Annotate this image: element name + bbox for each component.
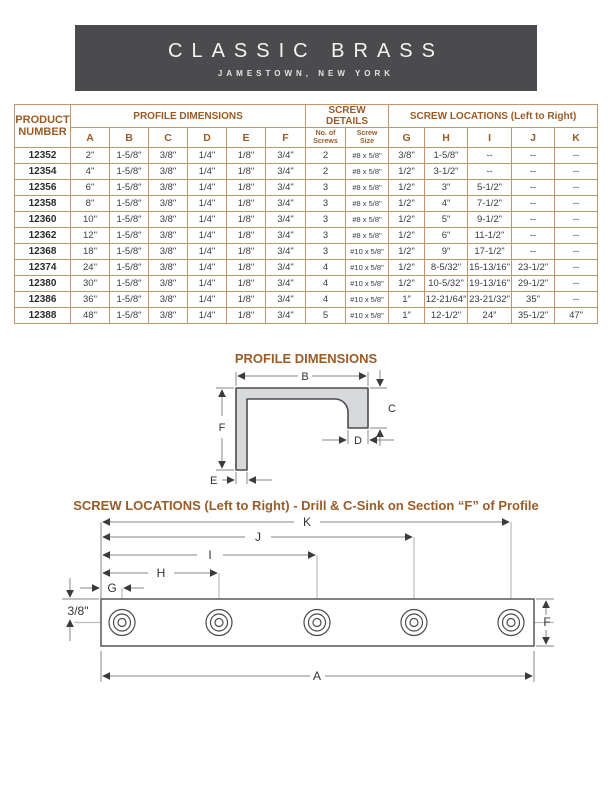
cell-value: 1-5/8"	[110, 148, 149, 164]
size-header-line1: Screw	[356, 130, 378, 137]
cell-value: #8 x 5/8"	[346, 164, 389, 180]
cell-value: 12"	[71, 228, 110, 244]
locations-section-title: SCREW LOCATIONS (Left to Right) - Drill & C-Sink on Section “F” of Profile	[73, 498, 539, 513]
cell-product-number: 12386	[15, 292, 71, 308]
spec-table	[14, 104, 598, 324]
cell-value: 1-5/8"	[110, 276, 149, 292]
profile-dimensions-diagram	[206, 366, 406, 491]
cell-value: 48"	[71, 308, 110, 324]
cell-value: 36"	[71, 292, 110, 308]
cell-value: 3/8"	[149, 292, 188, 308]
cell-value: 8"	[71, 196, 110, 212]
size-header-line2: Size	[360, 137, 375, 145]
cell-value: 24"	[71, 260, 110, 276]
dim-label-e: E	[210, 475, 218, 487]
cell-value: 4	[306, 276, 346, 292]
col-header-e: E	[227, 128, 266, 148]
cell-value: --	[555, 148, 598, 164]
cell-value: 1/8"	[227, 180, 266, 196]
cell-value: #8 x 5/8"	[346, 148, 389, 164]
dim-label-k: K	[302, 515, 312, 529]
cell-value: 3	[306, 196, 346, 212]
cell-value: 3/4"	[266, 196, 306, 212]
cell-value: 1/4"	[188, 196, 227, 212]
table-row	[15, 196, 598, 212]
cell-value: 1/8"	[227, 276, 266, 292]
cell-value: #10 x 5/8"	[346, 244, 389, 260]
cell-value: 3/4"	[266, 276, 306, 292]
col-header-c: C	[149, 128, 188, 148]
cell-value: 6"	[425, 228, 468, 244]
cell-value: 1/8"	[227, 292, 266, 308]
product-header-line2: NUMBER	[18, 126, 67, 138]
cell-value: 1"	[389, 292, 425, 308]
cell-value: 3	[306, 244, 346, 260]
cell-value: 1-5/8"	[110, 292, 149, 308]
screws-header-line1: No. of	[315, 130, 336, 137]
cell-value: 5	[306, 308, 346, 324]
screw-locations-diagram	[56, 514, 556, 704]
cell-value: 3/4"	[266, 164, 306, 180]
cell-value: #8 x 5/8"	[346, 212, 389, 228]
cell-product-number: 12374	[15, 260, 71, 276]
cell-value: --	[555, 228, 598, 244]
cell-value: 1/2"	[389, 228, 425, 244]
cell-value: 15-13/16"	[468, 260, 512, 276]
table-row	[15, 228, 598, 244]
cell-value: 3/8"	[389, 148, 425, 164]
table-row	[15, 260, 598, 276]
cell-value: 8-5/32"	[425, 260, 468, 276]
cell-value: --	[512, 228, 555, 244]
cell-product-number: 12380	[15, 276, 71, 292]
cell-value: 1/4"	[188, 180, 227, 196]
cell-value: 3-1/2"	[425, 164, 468, 180]
cell-value: 24"	[468, 308, 512, 324]
cell-value: 3/4"	[266, 244, 306, 260]
dim-label-f: F	[218, 422, 226, 434]
col-header-g: G	[389, 128, 425, 148]
cell-value: 2	[306, 164, 346, 180]
cell-value: 9"	[425, 244, 468, 260]
cell-value: #8 x 5/8"	[346, 196, 389, 212]
cell-value: --	[555, 276, 598, 292]
table-row	[15, 292, 598, 308]
cell-value: 18"	[71, 244, 110, 260]
table-row	[15, 180, 598, 196]
cell-value: 1/4"	[188, 212, 227, 228]
cell-value: 1/2"	[389, 260, 425, 276]
cell-value: --	[512, 148, 555, 164]
cell-product-number: 12388	[15, 308, 71, 324]
cell-value: 1-5/8"	[110, 164, 149, 180]
cell-value: 1/4"	[188, 228, 227, 244]
cell-value: 11-1/2"	[468, 228, 512, 244]
cell-value: 2"	[71, 148, 110, 164]
cell-value: --	[468, 164, 512, 180]
cell-value: 3/8"	[149, 228, 188, 244]
cell-value: 4	[306, 260, 346, 276]
cell-value: 6"	[71, 180, 110, 196]
cell-value: 3"	[425, 180, 468, 196]
cell-value: 3/4"	[266, 260, 306, 276]
cell-value: 1/8"	[227, 196, 266, 212]
cell-value: 1/2"	[389, 180, 425, 196]
cell-value: 7-1/2"	[468, 196, 512, 212]
cell-value: 3/8"	[149, 260, 188, 276]
dim-label-offset: 3/8"	[67, 604, 89, 618]
cell-value: 1/4"	[188, 244, 227, 260]
dim-label-h: H	[156, 566, 166, 580]
col-header-a: A	[71, 128, 110, 148]
brand-name: CLASSIC BRASS	[168, 40, 444, 62]
col-header-screw-size	[346, 128, 389, 148]
table-body	[15, 148, 598, 324]
cell-value: 23-21/32"	[468, 292, 512, 308]
cell-value: #8 x 5/8"	[346, 180, 389, 196]
col-header-h: H	[425, 128, 468, 148]
cell-value: 3	[306, 180, 346, 196]
cell-value: #10 x 5/8"	[346, 292, 389, 308]
cell-value: 19-13/16"	[468, 276, 512, 292]
cell-value: 1/4"	[188, 308, 227, 324]
cell-value: 1-5/8"	[110, 196, 149, 212]
cell-product-number: 12352	[15, 148, 71, 164]
cell-value: 3/8"	[149, 212, 188, 228]
cell-value: --	[555, 244, 598, 260]
dim-label-i: I	[208, 548, 212, 562]
cell-value: 1-5/8"	[110, 244, 149, 260]
cell-value: 23-1/2"	[512, 260, 555, 276]
cell-value: 5"	[425, 212, 468, 228]
cell-value: 1-5/8"	[110, 260, 149, 276]
cell-value: 1/8"	[227, 244, 266, 260]
cell-value: 3	[306, 212, 346, 228]
cell-value: 10"	[71, 212, 110, 228]
dim-label-d: D	[354, 435, 362, 447]
cell-product-number: 12358	[15, 196, 71, 212]
cell-value: #10 x 5/8"	[346, 276, 389, 292]
cell-value: 3/8"	[149, 196, 188, 212]
dim-label-j: J	[255, 530, 261, 544]
dim-label-b: B	[301, 371, 309, 383]
table-row	[15, 276, 598, 292]
cell-value: #8 x 5/8"	[346, 228, 389, 244]
table-header-row-columns	[15, 128, 598, 148]
screws-header-line2: Screws	[313, 137, 338, 145]
cell-value: 3/4"	[266, 292, 306, 308]
col-header-f: F	[266, 128, 306, 148]
col-header-i: I	[468, 128, 512, 148]
col-header-k: K	[555, 128, 598, 148]
cell-value: 1/8"	[227, 148, 266, 164]
cell-value: 3/4"	[266, 148, 306, 164]
cell-value: --	[512, 180, 555, 196]
cell-value: 1/4"	[188, 148, 227, 164]
cell-value: 1/8"	[227, 228, 266, 244]
cell-value: 3/8"	[149, 244, 188, 260]
cell-value: --	[512, 164, 555, 180]
cell-value: 12-21/64"	[425, 292, 468, 308]
cell-value: 1/8"	[227, 260, 266, 276]
cell-value: 3/8"	[149, 148, 188, 164]
table-row	[15, 164, 598, 180]
col-header-no-of-screws	[306, 128, 346, 148]
col-header-b: B	[110, 128, 149, 148]
cell-value: 1/4"	[188, 276, 227, 292]
cell-value: 3/4"	[266, 228, 306, 244]
cell-product-number: 12360	[15, 212, 71, 228]
cell-value: 1-5/8"	[110, 180, 149, 196]
cell-value: 47"	[555, 308, 598, 324]
cell-product-number: 12368	[15, 244, 71, 260]
dim-label-a: A	[312, 669, 322, 683]
cell-value: 1/4"	[188, 292, 227, 308]
cell-value: 1/4"	[188, 164, 227, 180]
cell-value: 1/4"	[188, 260, 227, 276]
cell-value: 2	[306, 148, 346, 164]
cell-value: 12-1/2"	[425, 308, 468, 324]
spec-table-section	[14, 104, 598, 324]
cell-value: 4	[306, 292, 346, 308]
cell-value: 5-1/2"	[468, 180, 512, 196]
cell-value: #10 x 5/8"	[346, 308, 389, 324]
product-header-line1: PRODUCT	[15, 114, 70, 126]
col-header-product-number	[15, 105, 71, 148]
cell-value: --	[555, 196, 598, 212]
cell-value: 30"	[71, 276, 110, 292]
group-header-profile-dimensions: PROFILE DIMENSIONS	[71, 105, 306, 128]
cell-value: --	[555, 164, 598, 180]
cell-value: 3/8"	[149, 180, 188, 196]
cell-value: 1/8"	[227, 164, 266, 180]
cell-value: --	[468, 148, 512, 164]
dim-label-g: G	[107, 581, 117, 595]
cell-value: 1/8"	[227, 212, 266, 228]
cell-value: 3/4"	[266, 308, 306, 324]
cell-value: 1/8"	[227, 308, 266, 324]
cell-value: 3	[306, 228, 346, 244]
cell-product-number: 12354	[15, 164, 71, 180]
cell-value: --	[512, 196, 555, 212]
cell-value: 29-1/2"	[512, 276, 555, 292]
table-row	[15, 244, 598, 260]
group-header-screw-details: SCREW DETAILS	[306, 105, 389, 128]
cell-value: 35"	[512, 292, 555, 308]
profile-section-title: PROFILE DIMENSIONS	[234, 351, 378, 366]
cell-value: 1"	[389, 308, 425, 324]
cell-value: 3/8"	[149, 276, 188, 292]
cell-value: 1/2"	[389, 164, 425, 180]
dim-label-f: F	[543, 615, 551, 629]
brand-location: JAMESTOWN, NEW YORK	[217, 69, 395, 78]
bar-outline	[101, 599, 534, 646]
group-header-screw-locations: SCREW LOCATIONS (Left to Right)	[389, 105, 598, 128]
cell-value: --	[555, 260, 598, 276]
table-row	[15, 212, 598, 228]
cell-product-number: 12356	[15, 180, 71, 196]
cell-value: --	[555, 180, 598, 196]
cell-value: --	[512, 244, 555, 260]
cell-value: #10 x 5/8"	[346, 260, 389, 276]
cell-value: 17-1/2"	[468, 244, 512, 260]
cell-value: --	[555, 292, 598, 308]
table-row	[15, 148, 598, 164]
cell-value: 1/2"	[389, 244, 425, 260]
cell-value: 1-5/8"	[110, 228, 149, 244]
cell-value: 3/4"	[266, 180, 306, 196]
cell-value: 3/8"	[149, 164, 188, 180]
table-row	[15, 308, 598, 324]
col-header-d: D	[188, 128, 227, 148]
cell-value: 4"	[425, 196, 468, 212]
cell-value: 10-5/32"	[425, 276, 468, 292]
cell-value: --	[555, 212, 598, 228]
cell-value: 3/8"	[149, 308, 188, 324]
col-header-j: J	[512, 128, 555, 148]
cell-value: 1-5/8"	[110, 212, 149, 228]
dim-label-c: C	[388, 403, 396, 415]
cell-value: --	[512, 212, 555, 228]
cell-value: 1/2"	[389, 276, 425, 292]
cell-value: 1-5/8"	[110, 308, 149, 324]
brand-header	[75, 25, 537, 91]
cell-value: 3/4"	[266, 212, 306, 228]
cell-value: 4"	[71, 164, 110, 180]
cell-value: 35-1/2"	[512, 308, 555, 324]
cell-value: 1/2"	[389, 212, 425, 228]
table-header-row-groups	[15, 105, 598, 128]
cell-value: 1/2"	[389, 196, 425, 212]
cell-value: 9-1/2"	[468, 212, 512, 228]
cell-value: 1-5/8"	[425, 148, 468, 164]
profile-shape	[236, 388, 368, 470]
cell-product-number: 12362	[15, 228, 71, 244]
